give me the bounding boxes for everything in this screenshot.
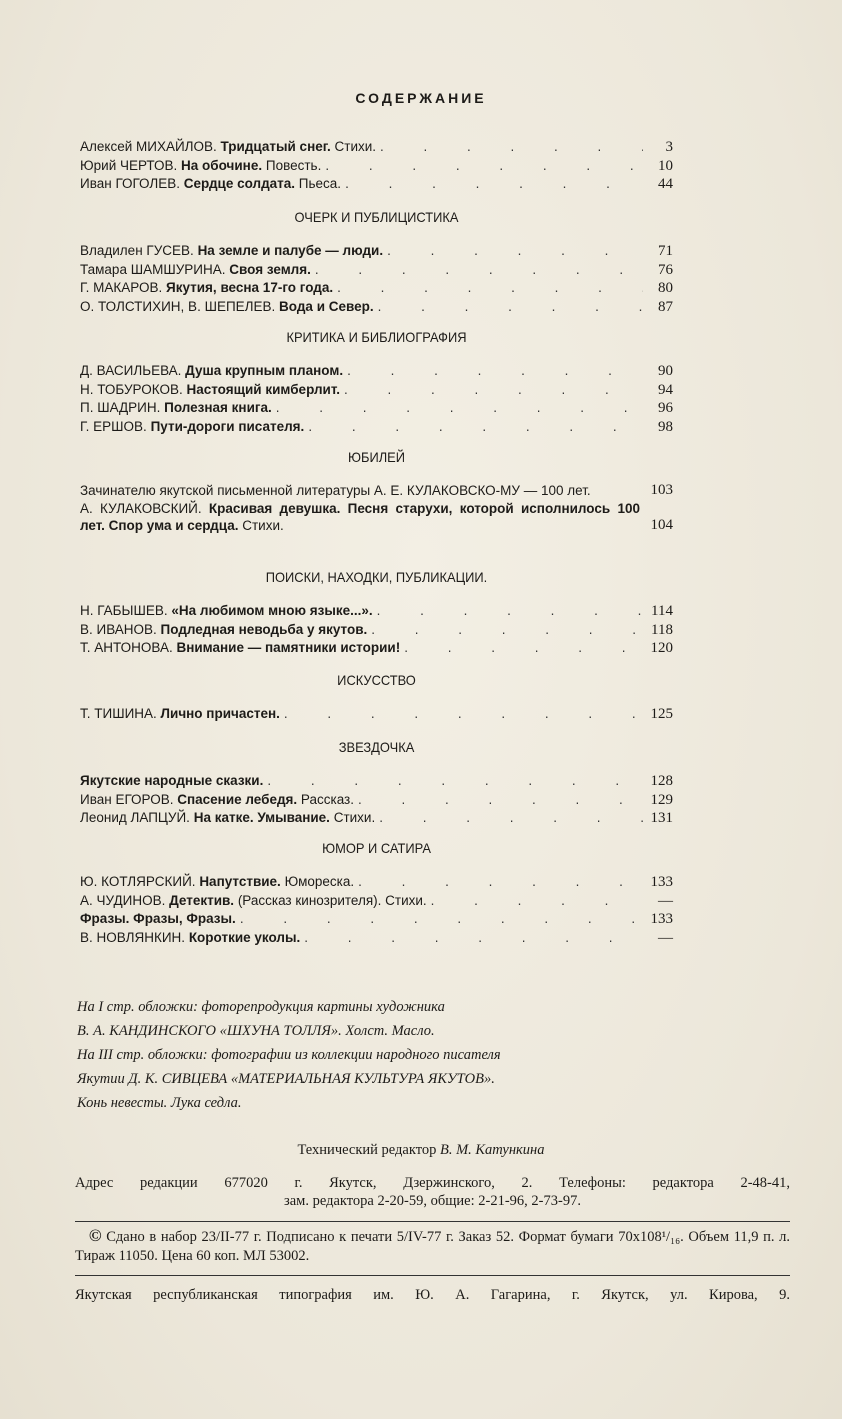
divider	[75, 1275, 790, 1276]
entry-title: Своя земля.	[229, 261, 311, 277]
toc-entry	[80, 298, 673, 317]
toc-entry	[80, 772, 673, 791]
dot-leader	[308, 418, 643, 436]
entry-title: Душа крупным планом.	[185, 363, 344, 378]
toc-entry	[80, 279, 673, 298]
page-number: 96	[658, 400, 673, 416]
dot-leader	[304, 929, 643, 947]
entry-author: Т. ТИШИНА.	[80, 706, 157, 721]
entry-author: Н. ТОБУРОКОВ.	[80, 381, 183, 397]
page-number: 44	[658, 176, 673, 192]
page-number: 90	[658, 363, 673, 379]
entry-author: Тамара ШАМШУРИНА.	[80, 261, 226, 277]
entry-genre: Юмореска.	[284, 874, 355, 889]
toc-entry	[80, 399, 673, 418]
toc-section	[80, 138, 673, 194]
section-heading: ОЧЕРК И ПУБЛИЦИСТИКА	[294, 209, 459, 225]
tech-editor	[0, 1142, 842, 1159]
entry-author: А. ЧУДИНОВ.	[80, 892, 166, 908]
entry-genre: (Рассказ кинозрителя). Стихи.	[237, 892, 427, 908]
entry-author: Владилен ГУСЕВ.	[80, 243, 194, 258]
toc-entry	[80, 175, 673, 194]
toc-entry	[80, 873, 673, 892]
copyright-icon: ©	[88, 1226, 102, 1245]
dot-leader	[276, 399, 643, 417]
cover-note-line: На III стр. обложки: фотографии из коллекции народного писателя	[77, 1047, 501, 1063]
dot-leader	[347, 362, 643, 380]
section-heading: ЮБИЛЕЙ	[347, 449, 406, 465]
dot-leader	[358, 791, 643, 809]
dot-leader	[379, 809, 643, 827]
section-heading: КРИТИКА И БИБЛИОГРАФИЯ	[286, 329, 467, 345]
cover-note-line: В. А. КАНДИНСКОГО «ШХУНА ТОЛЛЯ». Холст. Масло.	[77, 1023, 435, 1039]
entry-title: Детектив.	[169, 892, 235, 908]
page-number: 71	[658, 243, 673, 259]
dot-leader	[377, 602, 643, 620]
imprint	[75, 1226, 790, 1266]
entry-genre: Стихи.	[334, 139, 377, 154]
entry-author: Иван ЕГОРОВ.	[80, 791, 174, 807]
cover-notes	[77, 995, 501, 1115]
page-number: —	[658, 929, 673, 946]
toc-section	[80, 209, 673, 316]
divider	[75, 1221, 790, 1222]
toc-entry	[80, 362, 673, 381]
printer-info: Якутская республиканская типография им. Ю. А. Гагарина, г. Якутск, ул. Кирова, 9.	[75, 1287, 790, 1303]
tech-editor-label: Технический редактор	[297, 1142, 437, 1158]
entry-author: Г. ЕРШОВ.	[80, 418, 147, 434]
toc-entry	[80, 261, 673, 280]
entry-title: Тридцатый снег.	[220, 139, 331, 154]
dot-leader	[325, 157, 643, 175]
dot-leader	[315, 261, 643, 279]
toc-entry	[80, 381, 673, 400]
entry-author: П. ШАДРИН.	[80, 400, 161, 415]
entry-genre: Рассказ.	[300, 791, 354, 807]
page-number: 133	[650, 911, 673, 927]
entry-author: В. ИВАНОВ.	[80, 621, 157, 637]
entry-title: Подледная неводьба у якутов.	[160, 621, 368, 637]
imprint-text: Сдано в набор 23/II-77 г. Подписано к печати 5/IV-77 г. Заказ 52. Формат бумаги 70x108¹/₁₆. Объем 11,9 п. л. Тираж 11050. Цена 60 коп. МЛ 53002.	[75, 1229, 791, 1264]
toc-entry	[80, 482, 673, 500]
entry-author: Зачинателю якутской письменной литературы А. Е. КУЛАКОВСКО-МУ — 100 лет.	[80, 483, 591, 498]
toc-entry	[80, 418, 673, 437]
entry-author: В. НОВЛЯНКИН.	[80, 929, 186, 945]
page-number: 114	[651, 603, 673, 619]
page-number: 87	[658, 298, 673, 315]
dot-leader	[345, 175, 643, 193]
entry-genre: Стихи.	[242, 518, 284, 533]
toc-entry	[80, 138, 673, 157]
entry-title: Красивая девушка. Песня старухи, которой исполнилось 100 лет. Спор ума и сердца.	[80, 500, 640, 533]
page-number: 104	[650, 517, 673, 533]
entry-author: Д. ВАСИЛЬЕВА.	[80, 363, 182, 378]
section-heading: ЮМОР И САТИРА	[322, 840, 431, 856]
entry-author: Н. ГАБЫШЕВ.	[80, 603, 168, 618]
dot-leader	[431, 892, 643, 910]
toc-entry	[80, 500, 673, 535]
entry-genre: Повесть.	[265, 157, 322, 173]
section-heading: ЗВЕЗДОЧКА	[338, 739, 415, 755]
entry-title: Фразы. Фразы, Фразы.	[80, 911, 236, 926]
toc-section	[80, 569, 673, 658]
entry-title: Сердце солдата.	[183, 176, 296, 191]
toc-section	[80, 449, 673, 535]
tech-editor-name: В. М. Катункина	[439, 1142, 545, 1158]
entry-author: Г. МАКАРОВ.	[80, 280, 163, 295]
toc-entry	[80, 621, 673, 640]
page-number: 76	[658, 261, 673, 278]
page-number: 120	[650, 640, 673, 656]
entry-title: Вода и Север.	[279, 298, 374, 314]
page-number: 10	[658, 157, 673, 174]
page-number: —	[658, 892, 673, 909]
cover-note-line: Конь невесты. Лука седла.	[77, 1095, 242, 1111]
page-number: 103	[650, 482, 673, 498]
entry-title: Пути-дороги писателя.	[150, 418, 305, 434]
dot-leader	[267, 772, 643, 790]
address-line: зам. редактора 2-20-59, общие: 2-21-96, 2-73-97.	[284, 1193, 581, 1209]
entry-title: Спасение лебедя.	[177, 791, 298, 807]
dot-leader	[387, 242, 643, 260]
entry-author: Юрий ЧЕРТОВ.	[80, 157, 178, 173]
toc-entry	[80, 791, 673, 810]
page-number: 94	[658, 381, 673, 398]
dot-leader	[240, 910, 643, 928]
page-number: 133	[650, 874, 673, 890]
toc-entry	[80, 809, 673, 828]
dot-leader	[358, 873, 643, 891]
toc-section	[80, 840, 673, 947]
toc-entry	[80, 910, 673, 929]
dot-leader	[344, 381, 643, 399]
page-number: 80	[658, 280, 673, 296]
entry-title: Полезная книга.	[164, 400, 272, 415]
toc-entry	[80, 705, 673, 724]
entry-title: Настоящий кимберлит.	[186, 381, 341, 397]
toc-entry	[80, 892, 673, 911]
cover-note-line: На I стр. обложки: фоторепродукция картины художника	[77, 999, 445, 1015]
toc-section	[80, 739, 673, 828]
dot-leader	[380, 138, 643, 156]
cover-note-line: Якутии Д. К. СИВЦЕВА «МАТЕРИАЛЬНАЯ КУЛЬТУРА ЯКУТОВ».	[77, 1071, 495, 1087]
entry-author: Т. АНТОНОВА.	[80, 640, 173, 655]
page-title: СОДЕРЖАНИЕ	[355, 90, 487, 106]
toc-entry	[80, 157, 673, 176]
page-number: 3	[665, 139, 673, 155]
page-number: 125	[650, 706, 673, 722]
entry-title: Якутия, весна 17-го года.	[166, 280, 334, 295]
page-number: 129	[650, 791, 673, 808]
entry-author: Ю. КОТЛЯРСКИЙ.	[80, 874, 196, 889]
entry-author: О. ТОЛСТИХИН, В. ШЕПЕЛЕВ.	[80, 298, 276, 314]
entry-title: Короткие уколы.	[188, 929, 301, 945]
page-number: 131	[650, 810, 673, 826]
entry-title: На обочине.	[181, 157, 263, 173]
entry-title: Внимание — памятники истории!	[176, 640, 401, 655]
section-heading: ПОИСКИ, НАХОДКИ, ПУБЛИКАЦИИ.	[265, 569, 488, 585]
entry-title: Напутствие.	[199, 874, 281, 889]
toc-entry	[80, 639, 673, 658]
entry-author: А. КУЛАКОВСКИЙ.	[80, 500, 202, 516]
dot-leader	[404, 639, 643, 657]
entry-author: Алексей МИХАЙЛОВ.	[80, 139, 217, 154]
entry-title: Лично причастен.	[160, 706, 280, 721]
dot-leader	[337, 279, 643, 297]
entry-author: Леонид ЛАПЦУЙ.	[80, 810, 190, 825]
toc-section	[80, 672, 673, 724]
entry-genre: Стихи.	[333, 810, 376, 825]
entry-title: На земле и палубе — люди.	[197, 243, 384, 258]
address-line: Адрес редакции 677020 г. Якутск, Дзержинского, 2. Телефоны: редактора 2-48-41,	[75, 1175, 790, 1191]
entry-title: На катке. Умывание.	[193, 810, 330, 825]
dot-leader	[378, 298, 643, 316]
toc-entry	[80, 602, 673, 621]
entry-title: Якутские народные сказки.	[80, 773, 264, 788]
entry-title: «На любимом мною языке...».	[171, 603, 373, 618]
page-number: 98	[658, 418, 673, 435]
entry-author: Иван ГОГОЛЕВ.	[80, 176, 181, 191]
editorial-address	[75, 1174, 790, 1210]
entry-genre: Пьеса.	[298, 176, 342, 191]
section-heading: ИСКУССТВО	[337, 672, 416, 688]
page-number: 118	[651, 621, 673, 638]
dot-leader	[371, 621, 643, 639]
toc-section	[80, 329, 673, 436]
page-number: 128	[650, 773, 673, 789]
dot-leader	[284, 705, 643, 723]
toc-entry	[80, 242, 673, 261]
toc-entry	[80, 929, 673, 948]
